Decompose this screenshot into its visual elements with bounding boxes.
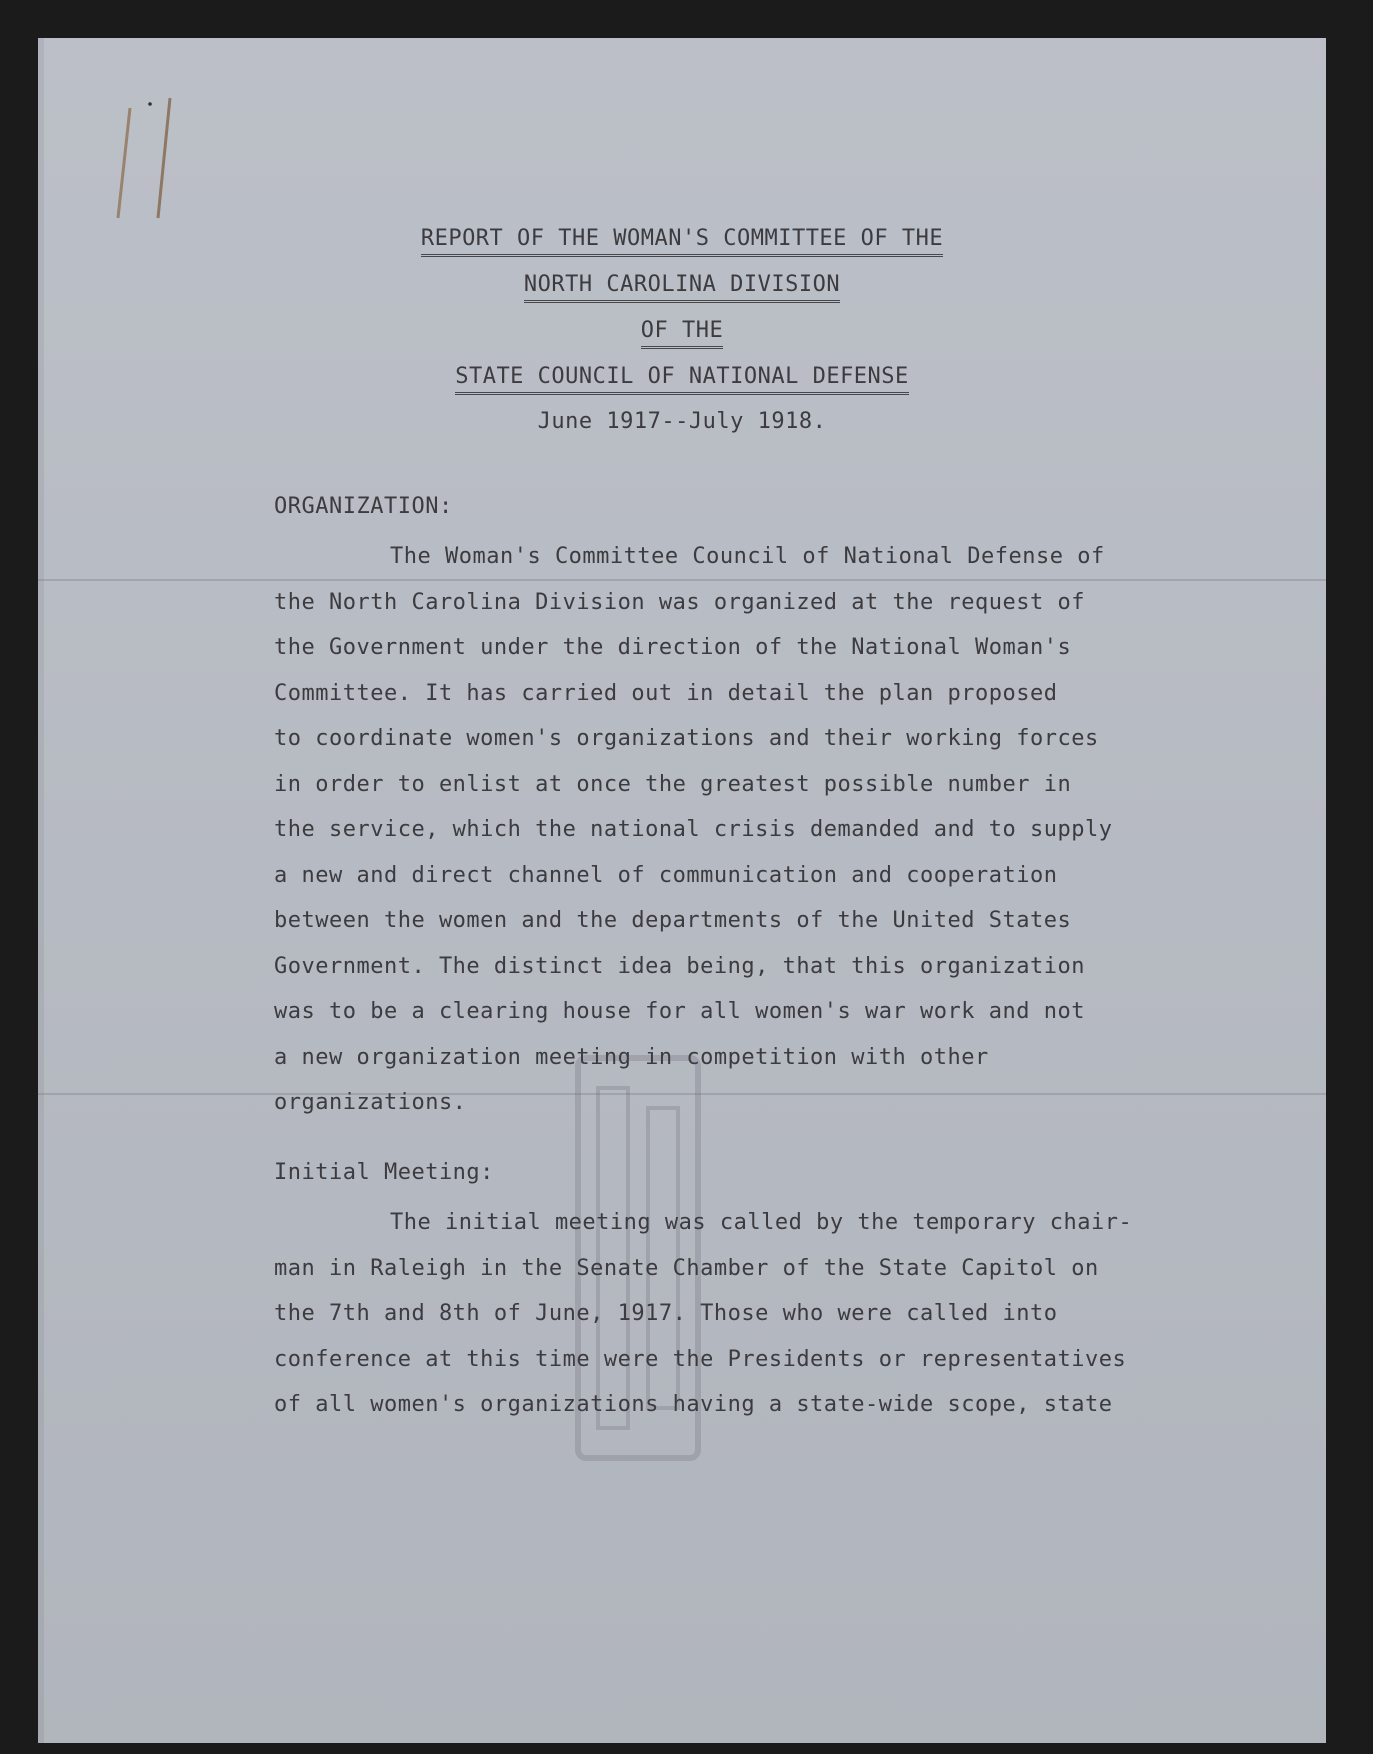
section-heading-organization: ORGANIZATION:	[274, 494, 453, 519]
text-line: the service, which the national crisis demanded and to supply	[274, 817, 1113, 842]
text-line: organizations.	[274, 1090, 467, 1115]
title-line-2: NORTH CAROLINA DIVISION	[38, 272, 1326, 303]
title-line-3: OF THE	[38, 318, 1326, 349]
text-line: Committee. It has carried out in detail the plan proposed	[274, 680, 1058, 706]
text-line: The initial meeting was called by the temporary chair-	[390, 1210, 1133, 1235]
text-line: a new organization meeting in competition with other	[274, 1044, 989, 1070]
text-line: was to be a clearing house for all women's war work and not	[274, 999, 1085, 1024]
text-line: to coordinate women's organizations and their working forces	[274, 726, 1099, 751]
text-line: in order to enlist at once the greatest possible number in	[274, 771, 1072, 797]
text-line: a new and direct channel of communication and cooperation	[274, 862, 1058, 888]
text-line: of all women's organizations having a state-wide scope, state	[274, 1392, 1113, 1417]
text-line: the 7th and 8th of June, 1917. Those who were called into	[274, 1301, 1058, 1326]
text-line: conference at this time were the Presidents or representatives	[274, 1346, 1127, 1372]
section-body-organization	[274, 534, 1264, 1126]
section-body-initial-meeting	[274, 1200, 1264, 1428]
text-line: between the women and the departments of the United States	[274, 908, 1072, 933]
title-line-1: REPORT OF THE WOMAN'S COMMITTEE OF THE	[38, 226, 1326, 257]
text-line: the Government under the direction of the National Woman's	[274, 635, 1072, 660]
text-line: The Woman's Committee Council of National Defense of	[390, 544, 1105, 569]
title-line-4: STATE COUNCIL OF NATIONAL DEFENSE	[38, 364, 1326, 395]
text-line: man in Raleigh in the Senate Chamber of the State Capitol on	[274, 1255, 1099, 1281]
section-heading-initial-meeting: Initial Meeting:	[274, 1160, 494, 1185]
date-range: June 1917--July 1918.	[537, 409, 827, 434]
text-line: Government. The distinct idea being, that this organization	[274, 953, 1085, 979]
document-page	[38, 38, 1326, 1743]
text-line: the North Carolina Division was organized at the request of	[274, 589, 1085, 615]
corner-pencil-marks	[78, 68, 178, 238]
